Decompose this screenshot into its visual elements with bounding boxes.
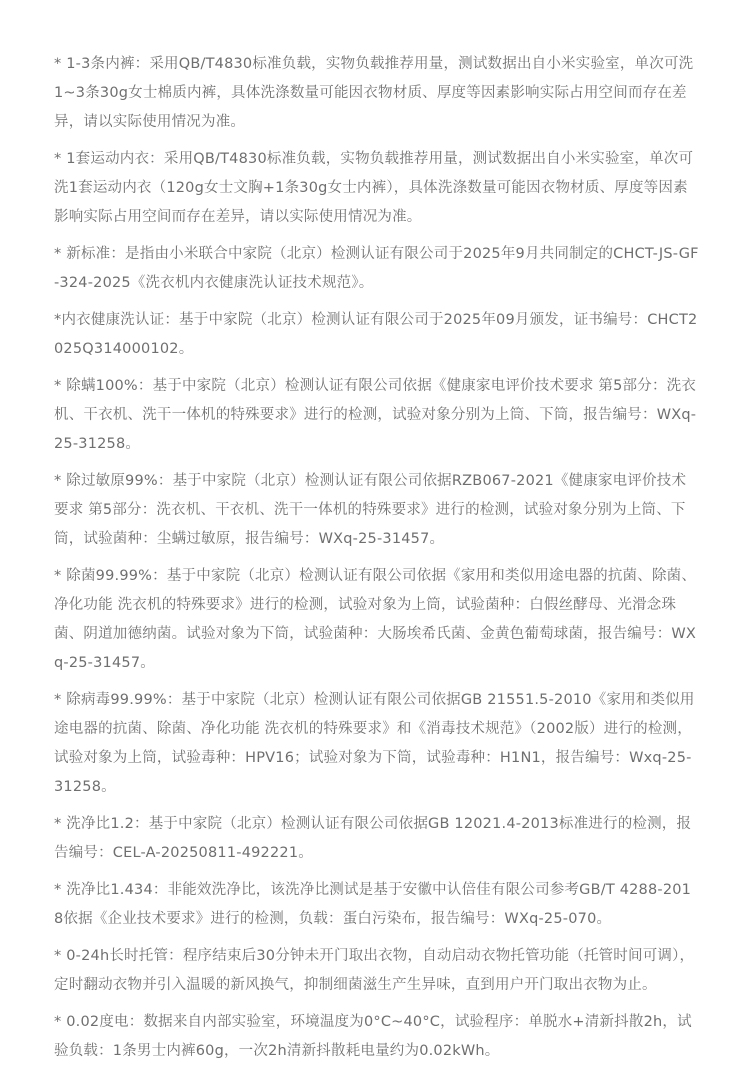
footnote-1: * 1-3条内裤：采用QB/T4830标准负载，实物负载推荐用量，测试数据出自小米实验室，单次可洗1~3条30g女士棉质内裤，具体洗涤数量可能因衣物材质、厚度等因素影响实际占用空间而存在差异，请以实际使用情况为准。 <box>54 56 694 130</box>
footnote-3: * 新标准：是指由小米联合中家院（北京）检测认证有限公司于2025年9月共同制定的CHCT-JS-GF-324-2025《洗衣机内衣健康洗认证技术规范》。 <box>54 246 699 291</box>
footnote-9: * 洗净比1.2：基于中家院（北京）检测认证有限公司依据GB 12021.4-2013标准进行的检测，报告编号：CEL-A-20250811-492221。 <box>54 816 692 861</box>
footnote-4: *内衣健康洗认证：基于中家院（北京）检测认证有限公司于2025年09月颁发，证书编号：CHCT2025Q314000102。 <box>54 312 698 357</box>
footnote-5: * 除螨100%：基于中家院（北京）检测认证有限公司依据《健康家电评价技术要求 第5部分：洗衣机、干衣机、洗干一体机的特殊要求》进行的检测，试验对象分别为上筒、下筒，报告编号：WXq-25-31258。 <box>54 378 697 452</box>
footnote-6: * 除过敏原99%：基于中家院（北京）检测认证有限公司依据RZB067-2021《健康家电评价技术要求 第5部分：洗衣机、干衣机、洗干一体机的特殊要求》进行的检测，试验对象分别为上筒、下筒，试验菌种：尘螨过敏原，报告编号：WXq-25-31457。 <box>54 473 687 547</box>
footnote-list <box>54 50 700 1066</box>
footnote-8: * 除病毒99.99%：基于中家院（北京）检测认证有限公司依据GB 21551.5-2010《家用和类似用途电器的抗菌、除菌、净化功能 洗衣机的特殊要求》和《消毒技术规范》（2002版）进行的检测，试验对象为上筒，试验毒种：HPV16；试验对象为下筒，试验毒种：H1N1，报告编号：Wxq-25-31258。 <box>54 692 695 795</box>
footnote-11: * 0-24h长时托管：程序结束后30分钟未开门取出衣物，自动启动衣物托管功能（托管时间可调），定时翻动衣物并引入温暖的新风换气，抑制细菌滋生产生异味，直到用户开门取出衣物为止。 <box>54 948 695 993</box>
footnote-2: * 1套运动内衣：采用QB/T4830标准负载，实物负载推荐用量，测试数据出自小米实验室，单次可洗1套运动内衣（120g女士文胸+1条30g女士内裤），具体洗涤数量可能因衣物材质、厚度等因素影响实际占用空间而存在差异，请以实际使用情况为准。 <box>54 151 694 225</box>
footnote-10: * 洗净比1.434：非能效洗净比，该洗净比测试是基于安徽中认倍佳有限公司参考GB/T 4288-2018依据《企业技术要求》进行的检测，负载：蛋白污染布，报告编号：WXq-25-070。 <box>54 882 692 927</box>
footnote-7: * 除菌99.99%：基于中家院（北京）检测认证有限公司依据《家用和类似用途电器的抗菌、除菌、净化功能 洗衣机的特殊要求》进行的检测，试验对象为上筒，试验菌种：白假丝酵母、光滑念珠菌、阴道加德纳菌。试验对象为下筒，试验菌种：大肠埃希氏菌、金黄色葡萄球菌，报告编号：WXq-25-31457。 <box>54 568 697 671</box>
footnote-12: * 0.02度电：数据来自内部实验室，环境温度为0°C~40°C，试验程序：单脱水+清新抖散2h，试验负载：1条男士内裤60g，一次2h清新抖散耗电量约为0.02kWh。 <box>54 1014 692 1059</box>
